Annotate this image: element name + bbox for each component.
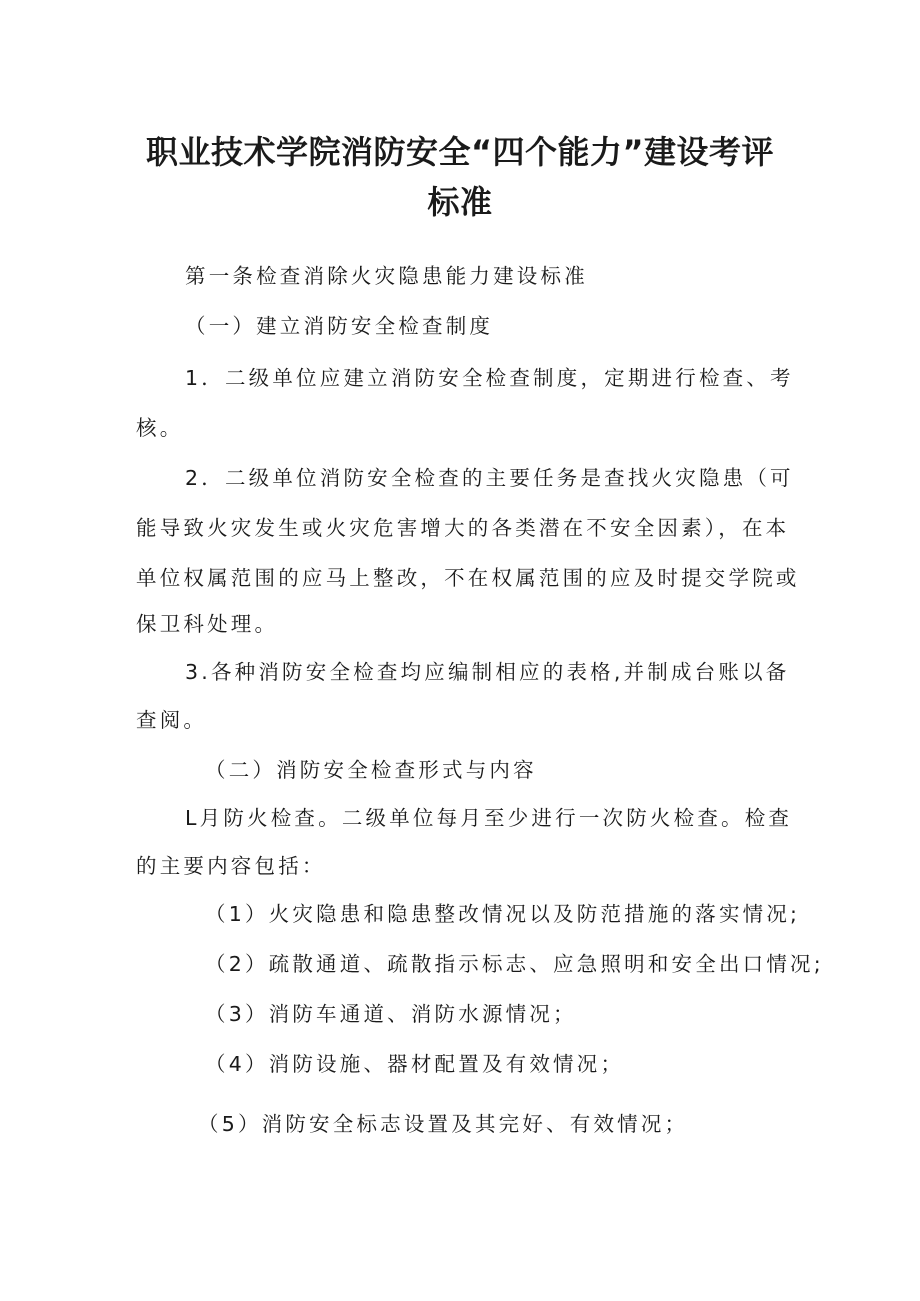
paragraph-item-1-line-1: 1．二级单位应建立消防安全检查制度，定期进行检查、考 xyxy=(185,366,794,390)
paragraph-item-2-line-3: 单位权属范围的应马上整改，不在权属范围的应及时提交学院或 xyxy=(136,566,800,590)
paragraph-item-3-line-2: 查阅。 xyxy=(136,708,208,732)
paragraph-item-1-line-2: 核。 xyxy=(136,416,184,440)
paragraph-item-2-line-1: 2．二级单位消防安全检查的主要任务是查找火灾隐患（可 xyxy=(185,466,794,490)
article-heading: 第一条检查消除火灾隐患能力建设标准 xyxy=(185,264,588,288)
section-heading-1: （一）建立消防安全检查制度 xyxy=(185,314,494,338)
paragraph-monthly-line-1: L月防火检查。二级单位每月至少进行一次防火检查。检查 xyxy=(185,806,793,830)
paragraph-monthly-line-2: 的主要内容包括： xyxy=(136,854,326,878)
check-item-1: （1）火灾隐患和隐患整改情况以及防范措施的落实情况; xyxy=(205,902,801,926)
document-title-line-2: 标准 xyxy=(427,183,493,221)
check-item-5: （5）消防安全标志设置及其完好、有效情况； xyxy=(198,1112,689,1136)
check-item-4: （4）消防设施、器材配置及有效情况； xyxy=(205,1052,625,1076)
paragraph-item-3-line-1: 3.各种消防安全检查均应编制相应的表格,并制成台账以备 xyxy=(185,660,790,684)
check-item-3: （3）消防车通道、消防水源情况； xyxy=(205,1002,577,1026)
paragraph-item-2-line-4: 保卫科处理。 xyxy=(136,612,279,636)
document-title-line-1: 职业技术学院消防安全“四个能力”建设考评 xyxy=(145,133,775,171)
paragraph-item-2-line-2: 能导致火灾发生或火灾危害增大的各类潜在不安全因素），在本 xyxy=(136,516,790,540)
section-heading-2: （二）消防安全检查形式与内容 xyxy=(205,758,537,782)
check-item-2: （2）疏散通道、疏散指示标志、应急照明和安全出口情况; xyxy=(205,952,824,976)
